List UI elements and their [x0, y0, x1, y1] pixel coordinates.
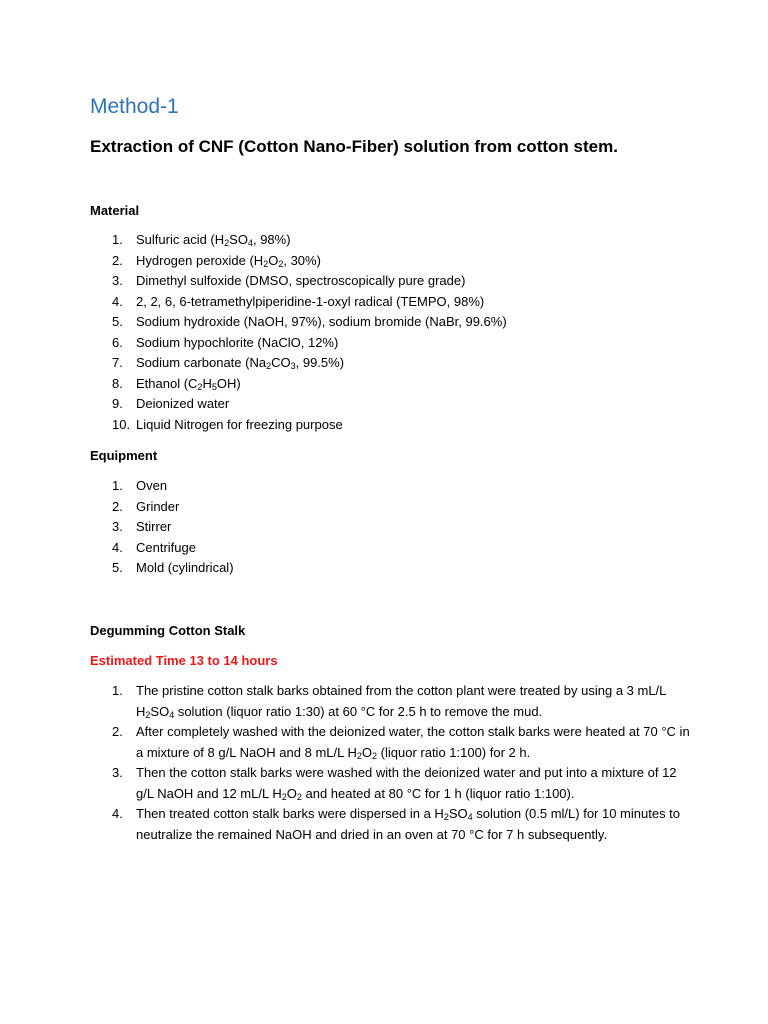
method-title: Method-1: [90, 95, 179, 118]
material-item: [90, 374, 507, 395]
list-item-text: Liquid Nitrogen for freezing purpose: [136, 416, 343, 432]
list-number: 3.: [112, 273, 123, 288]
equipment-item: [90, 476, 234, 497]
list-number: 1.: [112, 232, 123, 247]
list-number: 3.: [112, 519, 123, 534]
equipment-list: [90, 476, 234, 579]
list-item-text: Mold (cylindrical): [136, 560, 234, 575]
list-item-text: After completely washed with the deionized water, the cotton stalk barks were heated at 70 °C in a mixture of 8 g/L NaOH and 8 mL/L $H_2O_2$ (liquor ratio 1:100) for 2 h.: [136, 724, 690, 761]
material-item: [90, 353, 507, 374]
list-number: 6.: [112, 334, 123, 350]
equipment-item: [90, 517, 234, 538]
material-item: [90, 333, 507, 354]
list-number: 2.: [112, 252, 123, 268]
degumming-steps: [90, 681, 690, 845]
main-title: Extraction of CNF (Cotton Nano-Fiber) solution from cotton stem.: [90, 137, 618, 156]
list-item-text: Oven: [136, 478, 168, 493]
list-number: 10.: [112, 416, 131, 432]
material-heading: Material: [90, 203, 140, 218]
list-number: 4.: [112, 806, 123, 821]
equipment-item: [90, 497, 234, 518]
degumming-step: [90, 763, 690, 804]
list-number: 5.: [112, 314, 123, 329]
material-item: [90, 415, 507, 436]
list-item-text: Sodium hydroxide (NaOH, 97%), sodium bromide (NaBr, 99.6%): [136, 314, 507, 329]
list-number: 4.: [112, 293, 123, 309]
list-item-text: Deionized water: [136, 396, 230, 411]
equipment-item: [90, 558, 234, 579]
material-item: [90, 251, 507, 272]
list-item-text: Then treated cotton stalk barks were dispersed in a $H_2SO_4$ solution (0.5 ml/L) for 10 minutes to neutralize the remained NaOH and dried in an oven at 70 °C for 7 h subsequently.: [136, 806, 681, 842]
equipment-item: [90, 538, 234, 559]
list-item-text: 2, 2, 6, 6-tetramethylpiperidine-1-oxyl radical (TEMPO, 98%): [136, 293, 485, 309]
list-number: 3.: [112, 765, 123, 780]
material-list: [90, 230, 507, 435]
material-item: [90, 312, 507, 333]
material-item: [90, 271, 507, 292]
list-number: 5.: [112, 560, 123, 575]
material-item: [90, 292, 507, 313]
list-item-text: Grinder: [136, 498, 180, 514]
list-number: 9.: [112, 396, 123, 411]
degumming-heading: Degumming Cotton Stalk: [90, 623, 246, 638]
equipment-heading: Equipment: [90, 448, 158, 463]
list-item-text: The pristine cotton stalk barks obtained from the cotton plant were treated by using a 3 mL/L $H_2SO_4$ solution (liquor ratio 1:30) at 60 °C for 2.5 h to remove the mud.: [136, 683, 666, 720]
list-item-text: Centrifuge: [136, 539, 196, 555]
material-item: [90, 394, 507, 415]
degumming-step: [90, 722, 690, 763]
list-item-text: Ethanol $(C_2H_5OH)$: [136, 375, 241, 392]
list-item-text: Hydrogen peroxide ($H_2O_2$, 30%): [136, 252, 321, 269]
list-number: 7.: [112, 355, 123, 370]
list-item-text: Sodium carbonate ($Na_2CO_3$, 99.5%): [136, 355, 345, 371]
list-number: 1.: [112, 683, 123, 698]
list-number: 1.: [112, 478, 123, 493]
list-item-text: Then the cotton stalk barks were washed with the deionized water and put into a mixture of 12 g/L NaOH and 12 mL/L $H_2O_2$ and heated at 80 °C for 1 h (liquor ratio 1:100).: [136, 765, 677, 802]
list-number: 2.: [112, 498, 123, 514]
estimated-time: Estimated Time 13 to 14 hours: [90, 653, 278, 668]
list-number: 4.: [112, 539, 123, 555]
list-item-text: Stirrer: [136, 519, 172, 534]
list-item-text: Sulfuric acid ($H_2SO_4$, 98%): [136, 232, 291, 248]
list-number: 2.: [112, 724, 123, 739]
list-item-text: Dimethyl sulfoxide (DMSO, spectroscopically pure grade): [136, 273, 466, 288]
degumming-step: [90, 804, 690, 845]
material-item: [90, 230, 507, 251]
degumming-step: [90, 681, 690, 722]
list-item-text: Sodium hypochlorite (NaClO, 12%): [136, 334, 339, 350]
list-number: 8.: [112, 375, 123, 391]
